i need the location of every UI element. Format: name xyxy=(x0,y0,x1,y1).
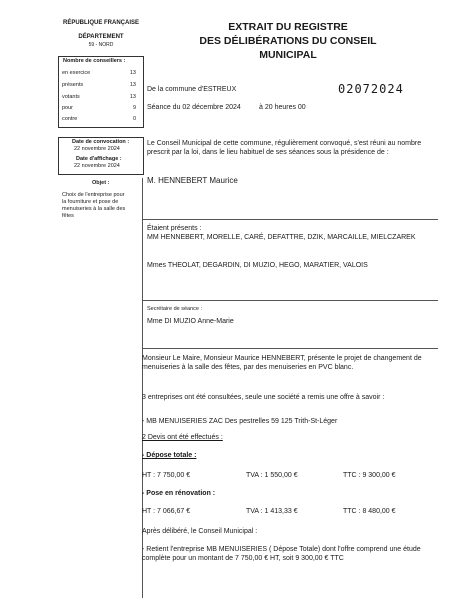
option-2-label: - Pose en rénovation : xyxy=(142,490,216,497)
count-label: pour xyxy=(62,105,74,111)
divider-3 xyxy=(142,348,438,349)
convocation-label: Date de convocation : xyxy=(72,139,130,145)
deliberation-para-1: Monsieur Le Maire, Monsieur Maurice HENNEBERT, présente le projet de changement de menuiseries à la salle des fêtes, par des menuiseries en PVC blanc. xyxy=(142,355,422,371)
presents-women: Mmes THEOLAT, DEGARDIN, DI MUZIO, HEGO, MARATIER, VALOIS xyxy=(147,262,368,269)
count-label: votants xyxy=(62,94,80,100)
seance-time: à 20 heures 00 xyxy=(259,104,306,111)
option-2-ht: HT : 7 066,67 € xyxy=(142,508,191,515)
option-2-ttc: TTC : 8 480,00 € xyxy=(343,508,396,515)
counts-title: Nombre de conseillers : xyxy=(63,58,126,64)
count-value: 13 xyxy=(129,70,136,76)
affichage-label: Date d'affichage : xyxy=(76,156,122,162)
count-label: contre xyxy=(62,116,78,122)
secretary-label: Secrétaire de séance : xyxy=(147,306,203,312)
devis-line: 2 Devis ont été effectués : xyxy=(142,434,223,441)
option-1-label: - Dépose totale : xyxy=(142,452,197,459)
title-line-1: EXTRAIT DU REGISTRE xyxy=(228,21,348,33)
option-1-ht: HT : 7 750,00 € xyxy=(142,472,191,479)
count-row-presents xyxy=(62,82,136,88)
presents-men: MM HENNEBERT, MORELLE, CARÉ, DEFATTRE, DZIK, MARCAILLE, MIELCZAREK xyxy=(147,234,416,241)
divider-1 xyxy=(142,219,438,220)
count-label: en exercice xyxy=(62,70,91,76)
objet-line-4: fêtes xyxy=(62,213,74,219)
count-value: 9 xyxy=(132,105,136,111)
column-divider xyxy=(142,178,143,598)
affichage-date: 22 novembre 2024 xyxy=(74,163,120,169)
deliberation-para-2: 3 entreprises ont été consultées, seule une société a remis une offre à savoir : xyxy=(142,394,385,401)
title-line-3: MUNICIPAL xyxy=(259,49,317,61)
department-label: DÉPARTEMENT xyxy=(78,34,124,40)
count-row-pour xyxy=(62,105,136,111)
president-name: M. HENNEBERT Maurice xyxy=(147,176,238,185)
count-value: 13 xyxy=(129,82,136,88)
objet-line-3: menuiseries à la salle des xyxy=(62,206,126,212)
convocation-date: 22 novembre 2024 xyxy=(74,146,120,152)
intro-paragraph: Le Conseil Municipal de cette commune, régulièrement convoqué, s'est réuni au nombre prescrit par la loi, dans le lieu habituel de ses séances sous la présidence de : xyxy=(147,140,422,156)
objet-line-1: Choix de l'entreprise pour xyxy=(62,192,125,198)
decision-text: - Retient l'entreprise MB MENUISERIES ( Dépose Totale) dont l'offre comprend une étude complète pour un montant de 7 750,00 € HT, soit 9 300,00 € TTC xyxy=(142,546,421,562)
divider-2 xyxy=(142,300,438,301)
presents-label: Étaient présents : xyxy=(147,225,202,232)
commune: De la commune d'ESTREUX xyxy=(147,86,237,93)
company-line: - MB MENUISERIES ZAC Des pestrelles 59 125 Trith-St-Léger xyxy=(142,418,338,425)
option-1-tva: TVA : 1 550,00 € xyxy=(246,472,298,479)
count-value: 13 xyxy=(129,94,136,100)
count-value: 0 xyxy=(132,116,136,122)
department-code: 59 - NORD xyxy=(88,42,114,48)
title-line-2: DES DÉLIBÉRATIONS DU CONSEIL xyxy=(199,35,377,47)
document-title xyxy=(183,20,393,62)
date-stamp: 02072024 xyxy=(338,82,404,96)
count-label: présents xyxy=(62,82,84,88)
secretary-name: Mme DI MUZIO Anne-Marie xyxy=(147,318,234,325)
after-deliberation: Après délibéré, le Conseil Municipal : xyxy=(142,528,258,535)
objet-line-2: la fourniture et pose de xyxy=(62,199,119,205)
seance-date: Séance du 02 décembre 2024 xyxy=(147,104,241,111)
objet-label: Objet : xyxy=(92,180,110,186)
count-row-en-exercice xyxy=(62,70,136,76)
option-1-ttc: TTC : 9 300,00 € xyxy=(343,472,396,479)
count-row-votants xyxy=(62,94,136,100)
option-2-tva: TVA : 1 413,33 € xyxy=(246,508,298,515)
republic-label: RÉPUBLIQUE FRANÇAISE xyxy=(62,20,139,26)
count-row-contre xyxy=(62,116,136,122)
